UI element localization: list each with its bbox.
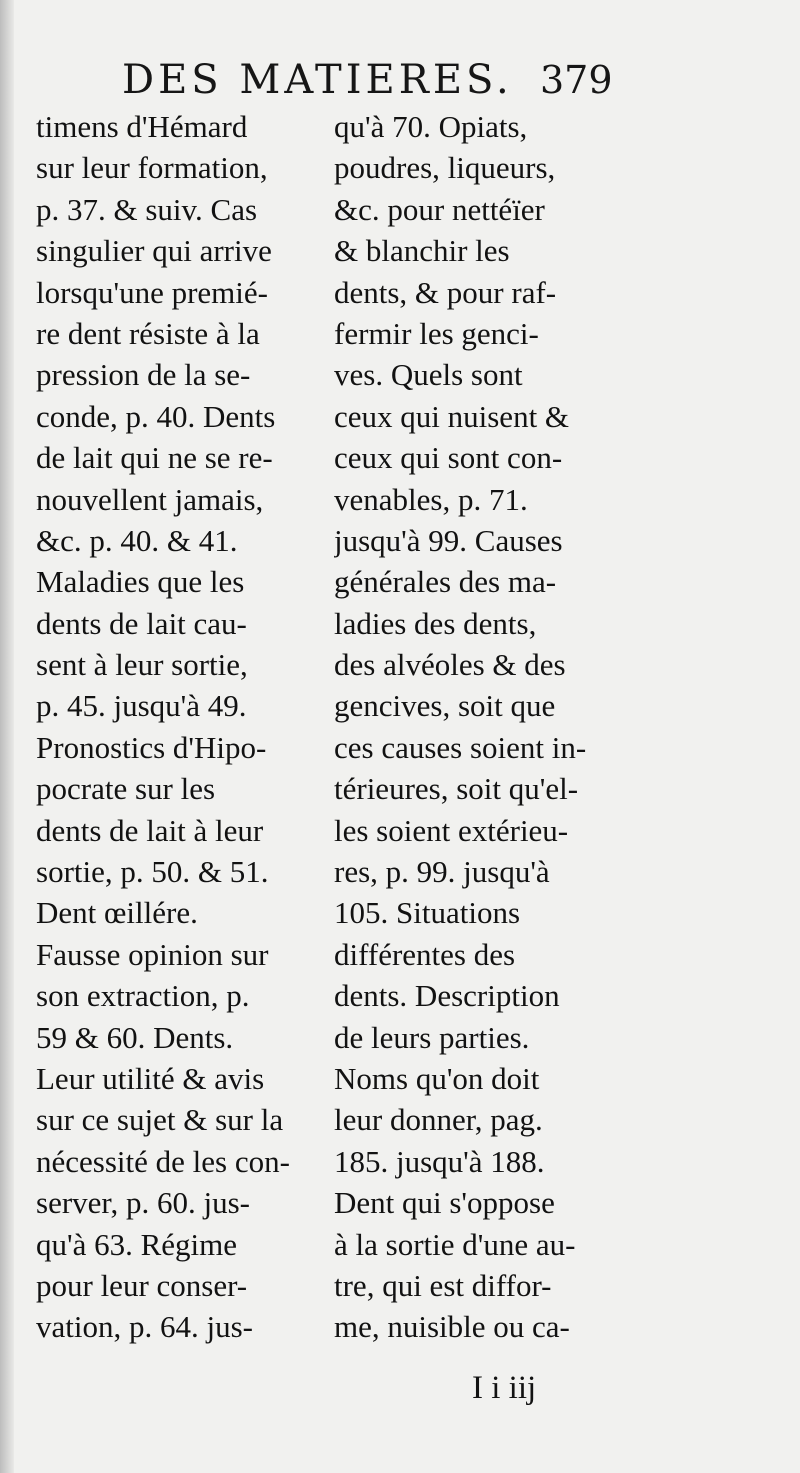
index-column-right [334,106,624,1348]
index-line: à la sortie d'une au- [334,1226,576,1262]
index-line: 185. jusqu'à 188. [334,1143,545,1179]
index-line: gencives, soit que [334,688,556,724]
index-line: différentes des [334,936,516,972]
index-line: de leurs parties. [334,1019,530,1055]
index-line: singulier qui arrive [36,233,272,269]
index-line: 59 & 60. Dents. [36,1019,234,1055]
index-line: des alvéoles & des [334,647,566,683]
index-line: dents. Description [334,978,560,1014]
index-line: tre, qui est diffor- [334,1267,552,1303]
index-line: son extraction, p. [36,978,250,1014]
index-line: pocrate sur les [36,771,216,807]
index-line: dents, & pour raf- [334,274,557,310]
index-line: générales des ma- [334,564,557,600]
index-line: sur ce sujet & sur la [36,1102,284,1138]
index-line: ceux qui sont con- [334,440,563,476]
index-line: sortie, p. 50. & 51. [36,854,269,890]
index-line: vation, p. 64. jus- [36,1309,253,1345]
index-line: dents de lait cau- [36,605,247,641]
index-line: pression de la se- [36,357,251,393]
index-line: Pronostics d'Hipo- [36,729,267,765]
index-line: server, p. 60. jus- [36,1185,250,1221]
index-line: ceux qui nuisent & [334,398,570,434]
index-line: nouvellent jamais, [36,481,264,517]
index-line: ves. Quels sont [334,357,523,393]
index-line: ladies des dents, [334,605,537,641]
page-gutter-shadow [0,0,14,1473]
index-line: ces causes soient in- [334,729,587,765]
index-line: res, p. 99. jusqu'à [334,854,550,890]
index-line: &c. p. 40. & 41. [36,522,238,558]
index-line: Dent œillére. [36,895,198,931]
index-line: lorsqu'une premié- [36,274,268,310]
index-line: &c. pour nettéïer [334,191,545,227]
index-line: qu'à 63. Régime [36,1226,238,1262]
index-line: Leur utilité & avis [36,1060,265,1096]
index-line: me, nuisible ou ca- [334,1309,570,1345]
page-number: 379 [540,58,613,102]
index-line: sent à leur sortie, [36,647,248,683]
index-column-left [36,106,322,1348]
index-line: p. 45. jusqu'à 49. [36,688,247,724]
index-line: nécessité de les con- [36,1143,290,1179]
index-line: jusqu'à 99. Causes [334,522,563,558]
index-line: venables, p. 71. [334,481,528,517]
index-line: leur donner, pag. [334,1102,543,1138]
index-line: qu'à 70. Opiats, [334,109,528,144]
index-line: & blanchir les [334,233,510,269]
index-line: poudres, liqueurs, [334,150,556,186]
index-line: fermir les genci- [334,315,539,351]
index-line: timens d'Hémard [36,109,248,144]
index-line: sur leur formation, [36,150,268,186]
index-line: Noms qu'on doit [334,1060,540,1096]
index-line: térieures, soit qu'el- [334,771,579,807]
index-line: conde, p. 40. Dents [36,398,276,434]
index-line: re dent résiste à la [36,315,260,351]
index-line: de lait qui ne se re- [36,440,273,476]
index-line: dents de lait à leur [36,812,264,848]
index-line: pour leur conser- [36,1267,248,1303]
index-line: p. 37. & suiv. Cas [36,191,258,227]
index-line: 105. Situations [334,895,521,931]
index-line: Fausse opinion sur [36,936,269,972]
index-line: les soient extérieu- [334,812,569,848]
index-line: Dent qui s'oppose [334,1185,555,1221]
running-head: DES MATIERES. [122,57,513,103]
printer-signature-mark: I i iij [472,1370,537,1406]
index-line: Maladies que les [36,564,245,600]
